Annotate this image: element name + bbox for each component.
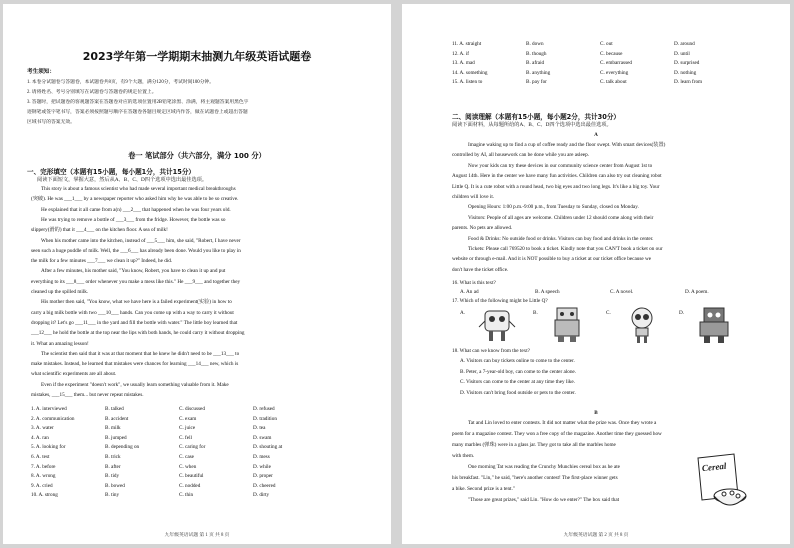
option-row — [31, 463, 327, 473]
option-cell: A. An ad — [460, 289, 479, 295]
options-grid — [31, 405, 327, 501]
passage-line: with them. — [452, 453, 475, 459]
option-cell: D. refused — [253, 406, 275, 412]
option-row — [31, 472, 327, 482]
option-cell: 4. A. ran — [31, 434, 49, 441]
option-cell: 8. A. wrong — [31, 473, 56, 480]
option-cell: C. thin — [179, 492, 194, 499]
option-cell: C. case — [179, 453, 194, 460]
robot-c-image — [622, 306, 662, 344]
notice-item: 3. 答题时，把试题卷的客观题答案在答题卷对应的选项位置用2B铅笔涂黑、涂满，将主观题答案用黑色字 — [27, 100, 249, 105]
passage-a-label: A — [594, 132, 598, 138]
passage-line: After a few minutes, his mother said, "You know, Robert, you have to clean it up and put — [41, 268, 226, 275]
option-cell: 15. A. listen to — [452, 79, 483, 86]
option-cell: B. anything — [526, 69, 551, 76]
cereal-box-image — [694, 452, 750, 512]
option-cell: C. when — [179, 463, 197, 470]
option-cell: B. talked — [105, 406, 124, 412]
option-cell: 11. A. straight — [452, 41, 482, 47]
option-cell: D. nothing — [674, 69, 697, 76]
passage-line: many marbles (弹珠) were in a glass jar. They got to take all the marbles home — [452, 442, 616, 448]
passage-line: cleaned up the spilled milk. — [31, 289, 89, 295]
options-grid — [452, 40, 748, 88]
passage-line: One morning Tat was reading the Crunchy Munchies cereal box as he ate — [468, 464, 620, 470]
option-cell: 13. A. mad — [452, 60, 475, 67]
option-cell: C. caring for — [179, 444, 206, 451]
option-row — [31, 482, 327, 492]
option-cell: B. accident — [105, 415, 129, 422]
option-cell: B. jumped — [105, 434, 127, 441]
option-cell: B. after — [105, 463, 121, 470]
option-row — [31, 405, 327, 415]
notice-item: 1. 本卷分试题卷与答题卷，本试题卷共8页，有9个大题，满分120分，考试时间100分钟。 — [27, 80, 215, 85]
option-cell: 7. A. before — [31, 463, 56, 470]
passage-b-label: B — [594, 410, 598, 416]
option-cell: A. Visitors can buy tickets online to come to the center. — [460, 358, 575, 364]
option-cell: 14. A. something — [452, 69, 488, 76]
option-cell: C. out — [600, 41, 613, 47]
notice-item: 区域书写的答案无效。 — [27, 120, 75, 125]
passage-line: Now your kids can try these devices in our community science center from August 1st to — [468, 162, 653, 169]
option-label: A. — [460, 310, 466, 316]
passage-line: Tickets: Please call 769520 to book a ticket. Kindly note that you CAN'T book a ticket on our — [468, 246, 663, 252]
passage-line: a bike. Second prize is a tent." — [452, 486, 515, 492]
passage-line: carry a big milk bottle with two ___10___ hands. Can you come up with a way to carry it without — [31, 309, 234, 316]
option-cell: C. talk about — [600, 79, 627, 86]
option-cell: 2. A. communication — [31, 415, 75, 422]
notice-item: 2. 请将姓名、考号分别填写在试题卷与答题卷的规定位置上。 — [27, 90, 157, 95]
option-row — [452, 59, 748, 69]
option-label: D. — [679, 310, 685, 316]
option-cell: 1. A. interviewed — [31, 406, 67, 412]
option-cell: D. proper — [253, 473, 273, 480]
passage-line: He was trying to remove a bottle of ___3___ from the fridge. However, the bottle was so — [41, 216, 226, 223]
passage-line: it. What an amazing lesson! — [31, 340, 89, 347]
section-2-heading: 二、阅读理解（本题有15小题，每小题2分，共计30分） — [452, 113, 621, 121]
option-cell: 5. A. looking for — [31, 444, 66, 451]
option-cell: B. pay for — [526, 79, 547, 86]
passage-line: make mistakes. Instead, he learned that mistakes were chances for learning ___14___ new, which is — [31, 361, 239, 368]
passage-line: Opening Hours: 1:00 p.m.-9:00 p.m., from Tuesday to Sunday, closed on Monday. — [468, 204, 639, 211]
robot-b-image — [547, 306, 587, 344]
passage-line: mistakes, ___15___ them... but never repeat mistakes. — [31, 392, 144, 398]
option-cell: D. shouting at — [253, 444, 283, 451]
option-cell: B. afraid — [526, 60, 545, 67]
passage-line: controlled by AI, all housework can be done while you are asleep. — [452, 152, 589, 159]
option-row — [31, 424, 327, 434]
passage-line: His mother then said, "You know, what we have here is a failed experiment(实验) in how to — [41, 299, 232, 306]
option-cell: B. A speech — [535, 289, 560, 295]
passage-line: everything to its ___8___ order whenever you make a mess like this." He ___9___ and together they — [31, 278, 241, 285]
option-cell: D. A poem. — [685, 289, 709, 295]
passage-line: The scientist then said that it was at that moment that he knew he didn't need to be ___13___ to — [41, 350, 240, 357]
passage-line: He explained that it all came from a(n) ___2___ that happened when he was four years old. — [41, 206, 231, 213]
option-cell: 10. A. strong — [31, 492, 58, 499]
passage-line: (突破). He was ___1___ by a newspaper reporter who asked him why he was able to be so creative. — [31, 196, 239, 203]
question-17: 17. Which of the following might be Little Q? — [452, 298, 548, 304]
question-16: 16. What is this text? — [452, 280, 496, 286]
passage-line: children will love it. — [452, 194, 495, 200]
passage-line: don't have the ticket office. — [452, 266, 509, 273]
option-cell: B. trick — [105, 453, 121, 460]
option-cell: D. cheered — [253, 482, 276, 489]
passage-line: Even if the experiment "doesn't work", we usually learn something valuable from it. Make — [41, 381, 229, 388]
option-cell: D. until — [674, 50, 690, 57]
option-cell: C. everything — [600, 69, 629, 76]
option-cell: C. nodded — [179, 482, 201, 489]
passage-line: dropping it? Let's go ___11___ in the yard and fill the bottle with water." The little boy learned that — [31, 319, 238, 326]
option-cell: D. learn from — [674, 79, 703, 86]
option-cell: D. tea — [253, 425, 266, 432]
passage-line: Little Q. It is a cute robot with a round head, two big eyes and two long legs. It's like a big toy. Your — [452, 183, 660, 190]
option-cell: B. tiny — [105, 492, 120, 499]
passage-line: seen such a huge puddle of milk. Well, the ___6___ has already been done. Would you like to play in — [31, 247, 241, 254]
option-cell: C. Visitors can come to the center at any time they like. — [460, 379, 575, 385]
robot-d-image — [694, 306, 734, 344]
option-label: C. — [606, 310, 611, 316]
passage-line: what scientific experiments are all about. — [31, 371, 117, 378]
option-cell: C. fell — [179, 434, 192, 441]
option-label: B. — [533, 310, 538, 316]
notice-heading: 考生须知： — [27, 69, 55, 75]
passage-line: ___12___ he hold the bottle at the top near the lips with both hands, he could carry it without dropping — [31, 330, 245, 337]
option-row — [31, 453, 327, 463]
passage-line: slippery(滑的) that it ___4___ on the kitchen floor. A sea of milk! — [31, 227, 168, 234]
option-cell: C. embarrassed — [600, 60, 632, 67]
notice-item: 迹钢笔或签字笔书写，答案必须按照题号顺序在答题卷各题目规定区域内作答，做在试题卷上或超出答题 — [27, 110, 248, 115]
option-row — [31, 415, 327, 425]
exam-title: 2023学年第一学期期末抽测九年级英语试题卷 — [82, 50, 312, 63]
option-cell: 3. A. water — [31, 425, 54, 432]
passage-line: website or through e-mail. And it is NOT possible to buy a ticket at our ticket office because we — [452, 256, 652, 263]
option-cell: 12. A. if — [452, 50, 470, 57]
passage-line: "Those are great prizes," said Lin. "How do we enter?" The box said that — [468, 497, 620, 503]
option-cell: D. swam — [253, 434, 272, 441]
option-row — [452, 78, 748, 88]
option-cell: C. because — [600, 50, 623, 57]
option-row — [31, 434, 327, 444]
page-2 — [402, 4, 790, 544]
passage-line: poem for a magazine contest. They won a free copy of the magazine. Another time they guessed how — [452, 431, 662, 437]
option-cell: B. Peter, a 7-year-old boy, can come to the center alone. — [460, 368, 577, 375]
option-row — [452, 40, 748, 50]
page-footer: 九年级英语试题 第 1 页 共 8 页 — [164, 533, 230, 538]
option-cell: C. beautiful — [179, 473, 204, 480]
option-cell: D. Visitors can't bring food outside or pets to the center. — [460, 389, 576, 396]
passage-line: Visitors: People of all ages are welcome. Children under 12 should come along with their — [468, 214, 654, 221]
passage-line: the milk for a few minutes ___7___ we clean it up?" Indeed, he did. — [31, 258, 173, 265]
option-cell: D. tradition — [253, 415, 277, 422]
option-cell: B. bowed — [105, 482, 125, 489]
option-row — [31, 491, 327, 501]
option-row — [452, 69, 748, 79]
option-cell: C. juice — [179, 425, 196, 432]
passage-line: Tat and Lin loved to enter contests. It did not matter what the prize was. Once they wrote a — [468, 420, 657, 426]
option-cell: 6. A. test — [31, 453, 50, 460]
option-cell: B. depending on — [105, 444, 140, 451]
option-cell: C. discussed — [179, 406, 205, 412]
option-cell: B. though — [526, 50, 547, 57]
option-row — [452, 50, 748, 60]
option-cell: D. around — [674, 41, 695, 47]
passage-line: When his mother came into the kitchen, instead of ___5___ him, she said, "Robert, I have never — [41, 237, 241, 244]
part-heading: 卷一 笔试部分（共六部分，满分 100 分） — [128, 151, 266, 160]
option-cell: C. exam — [179, 415, 197, 422]
question-18: 18. What can we know from the text? — [452, 348, 530, 354]
option-cell: D. surprised — [674, 60, 700, 67]
section-2-instruction: 阅读下面材料，从每题所给的A、B、C、D四个选项中选出最佳选项。 — [452, 122, 612, 128]
passage-line: August 14th. Here in the center we have many fun activities. Children can also try out cleaning robot — [452, 173, 662, 180]
option-row — [31, 443, 327, 453]
passage-line: parents. No pets are allowed. — [452, 225, 513, 232]
option-cell: D. dirty — [253, 492, 270, 499]
robot-a-image — [477, 307, 517, 343]
page-1 — [3, 4, 391, 544]
passage-line: Imagine waking up to find a cup of coffee ready and the floor swept. With smart devices(装置) — [468, 142, 666, 148]
option-cell: D. while — [253, 463, 271, 470]
option-cell: B. down — [526, 41, 544, 47]
section-1-instruction: 阅读下面短文，掌握大意，然后从A、B、C、D四个选项中选出最佳选项。 — [37, 177, 208, 183]
option-cell: 9. A. cried — [31, 482, 53, 489]
passage-line: This story is about a famous scientist who had made several important medical breakthroughs — [41, 186, 236, 192]
option-cell: C. A novel. — [610, 289, 634, 295]
section-1-heading: 一、完形填空（本题有15小题，每小题1分，共计15分） — [27, 168, 196, 176]
option-cell: D. mess — [253, 453, 270, 460]
svg-text:Cereal: Cereal — [701, 460, 727, 474]
option-cell: B. tidy — [105, 473, 120, 480]
passage-line: his breakfast. "Lin," he said, "here's another contest! The first-place winner gets — [452, 475, 618, 481]
option-cell: B. milk — [105, 425, 121, 432]
passage-line: Food & Drinks: No outside food or drinks. Visitors can buy food and drinks in the center. — [468, 235, 654, 242]
page-footer: 九年级英语试题 第 2 页 共 8 页 — [563, 533, 629, 538]
